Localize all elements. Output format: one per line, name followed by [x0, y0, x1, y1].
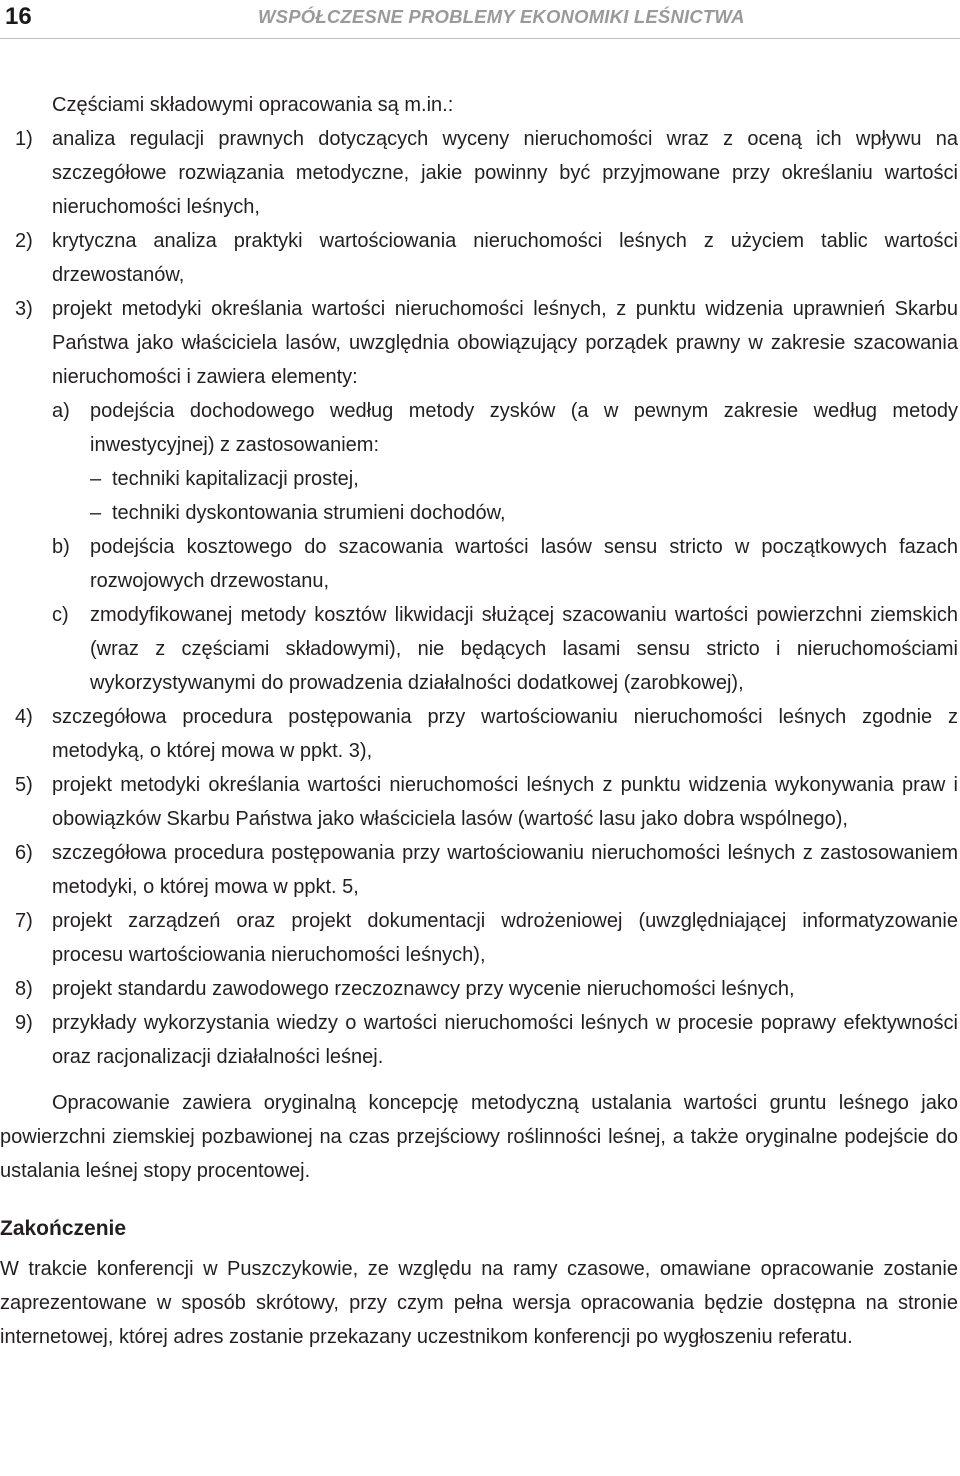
dash-marker: –: [90, 468, 102, 490]
dash-item-1: [0, 462, 958, 496]
list-item-text: analiza regulacji prawnych dotyczących wyceny nieruchomości wraz z oceną ich wpływu na szczegółowe rozwiązania metodyczne, jakie powinny być przyjmowane przy określaniu wartości nieruchomości leśnych,: [52, 128, 958, 218]
list-marker: 6): [15, 842, 33, 864]
list-marker: 2): [15, 230, 33, 252]
list-item-5: [0, 768, 958, 836]
list-item-8: [0, 972, 958, 1006]
dash-item-text: techniki dyskontowania strumieni dochodów,: [112, 502, 506, 524]
sub-item-text: podejścia kosztowego do szacowania wartości lasów sensu stricto w początkowych fazach rozwojowych drzewostanu,: [90, 536, 958, 592]
list-item-3: [0, 292, 958, 394]
list-item-text: krytyczna analiza praktyki wartościowania nieruchomości leśnych z użyciem tablic wartości drzewostanów,: [52, 230, 958, 286]
page-header: [0, 0, 960, 40]
sub-item-b: [0, 530, 958, 598]
sub-marker: a): [52, 400, 70, 422]
sub-item-a: [0, 394, 958, 462]
summary-paragraph: Opracowanie zawiera oryginalną koncepcję metodyczną ustalania wartości gruntu leśnego jako powierzchni ziemskiej pozbawionej na czas przejściowy roślinności leśnej, a także oryginalne podejście do ustalania leśnej stopy procentowej.: [0, 1092, 958, 1182]
page-body: [0, 88, 958, 1354]
list-item-7: [0, 904, 958, 972]
section-paragraph: W trakcie konferencji w Puszczykowie, ze względu na ramy czasowe, omawiane opracowanie zostanie zaprezentowane w sposób skrótowy, przy czym pełna wersja opracowania będzie dostępna na stronie internetowej, której adres zostanie przekazany uczestnikom konferencji po wygłoszeniu referatu.: [0, 1258, 958, 1348]
header-divider: [0, 38, 960, 39]
dash-item-text: techniki kapitalizacji prostej,: [112, 468, 359, 490]
list-item-text: szczegółowa procedura postępowania przy wartościowaniu nieruchomości leśnych z zastosowaniem metodyki, o której mowa w ppkt. 5,: [52, 842, 958, 898]
sub-marker: b): [52, 536, 70, 558]
list-marker: 3): [15, 298, 33, 320]
sub-marker: c): [52, 604, 69, 626]
list-item-text: projekt zarządzeń oraz projekt dokumentacji wdrożeniowej (uwzględniającej informatyzowanie procesu wartościowania nieruchomości leśnych),: [52, 910, 958, 966]
section-heading: Zakończenie: [0, 1217, 127, 1240]
dash-marker: –: [90, 502, 102, 524]
list-marker: 5): [15, 774, 33, 796]
sub-item-text: podejścia dochodowego według metody zysków (a w pewnym zakresie według metody inwestycyjnej) z zastosowaniem:: [90, 400, 958, 456]
list-item-1: [0, 122, 958, 224]
list-marker: 9): [15, 1012, 33, 1034]
list-item-text: projekt metodyki określania wartości nieruchomości leśnych z punktu widzenia wykonywania praw i obowiązków Skarbu Państwa jako właściciela lasów (wartość lasu jako dobra wspólnego),: [52, 774, 958, 830]
list-marker: 7): [15, 910, 33, 932]
list-item-text: przykłady wykorzystania wiedzy o wartości nieruchomości leśnych w procesie poprawy efektywności oraz racjonalizacji działalności leśnej.: [52, 1012, 958, 1068]
page-number: 16: [5, 3, 32, 30]
list-item-4: [0, 700, 958, 768]
list-item-text: projekt metodyki określania wartości nieruchomości leśnych, z punktu widzenia uprawnień Skarbu Państwa jako właściciela lasów, uwzględnia obowiązujący porządek prawny w zakresie szacowania nieruchomości i zawiera elementy:: [52, 298, 958, 388]
list-item-text: szczegółowa procedura postępowania przy wartościowaniu nieruchomości leśnych zgodnie z metodyką, o której mowa w ppkt. 3),: [52, 706, 958, 762]
running-title: WSPÓŁCZESNE PROBLEMY EKONOMIKI LEŚNICTWA: [258, 6, 745, 27]
sub-item-c: [0, 598, 958, 700]
list-marker: 1): [15, 128, 33, 150]
dash-item-2: [0, 496, 958, 530]
list-marker: 4): [15, 706, 33, 728]
list-marker: 8): [15, 978, 33, 1000]
intro-text: Częściami składowymi opracowania są m.in.:: [52, 94, 454, 116]
spacer: [0, 1074, 958, 1086]
list-item-text: projekt standardu zawodowego rzeczoznawcy przy wycenie nieruchomości leśnych,: [52, 978, 795, 1000]
list-item-6: [0, 836, 958, 904]
list-item-9: [0, 1006, 958, 1074]
list-item-2: [0, 224, 958, 292]
sub-item-text: zmodyfikowanej metody kosztów likwidacji służącej szacowaniu wartości powierzchni ziemskich (wraz z częściami składowymi), nie będących lasami sensu stricto i nieruchomościami wykorzystywanymi do prowadzenia działalności dodatkowej (zarobkowej),: [90, 604, 958, 694]
